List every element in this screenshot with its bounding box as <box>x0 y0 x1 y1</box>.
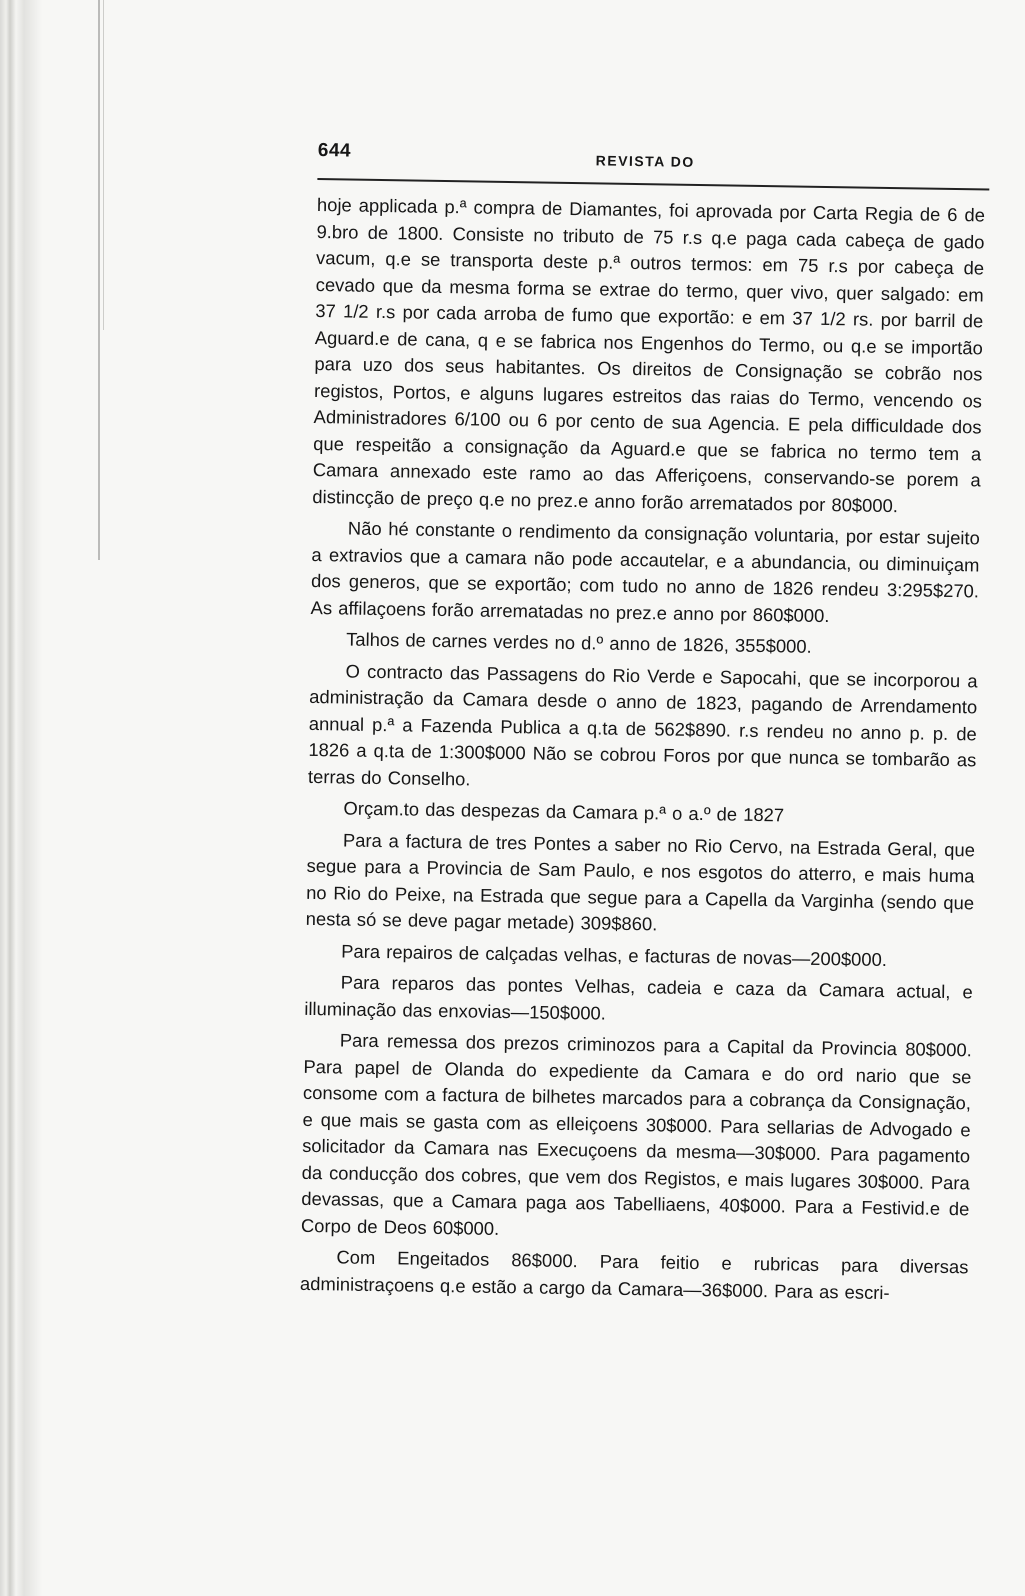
paragraph: Talhos de carnes verdes no d.º anno de 1826, 355$000. <box>346 628 812 657</box>
paragraph: Para repairos de calçadas velhas, e facturas de novas—200$000. <box>341 939 888 970</box>
running-head: REVISTA DO <box>595 152 695 170</box>
binding-edge-line <box>98 0 100 560</box>
paragraph: hoje applicada p.ª compra de Diamantes, foi aprovada por Carta Regia de 6 de 9.bro de 1800. Consiste no tributo de 75 r.s q.e paga cada cabeça de gado vacum, q.e se transporta deste p.ª outros termos: em 75 r.s por cabeça de cevado que da mesma forma se extrae do termo, quer vivo, quer salgado: em 37 1/2 r.s por cada arroba de fumo que exportão: e em 37 1/2 rs. por barril de Aguard.e de cana, q e se fabrica nos Engenhos do Termo, ou q.e se importão para uzo dos seus habitantes. Os direitos de Consignação se cobrão nos registos, Portos, e alguns lugares estreitos das raias do Termo, vencendo os Administradores 6/100 ou 6 por cento de sua Agencia. E pela difficuldade dos que respeitão a consignação da Aguard.e que se fabrica no termo tem a Camara annexado este ramo ao das Afferiçoens, conservando-se porem a distincção de preço q.e no prez.e anno forão arrematados por 80$000. <box>312 193 986 516</box>
paragraph: O contracto das Passagens do Rio Verde e Sapocahi, que se incorporou a administração da Camara desde o anno de 1823, pagando de Arrendamento annual p.ª a Fazenda Publica a q.ta de 562$890. r.s rendeu no anno p. p. de 1826 a q.ta de 1:300$000 Não se cobrou Foros por que nunca se tombarão as terras do Conselho. <box>307 660 978 789</box>
book-binding-shadow <box>0 0 42 1596</box>
page-body <box>300 192 985 1307</box>
paragraph: Para remessa dos prezos criminozos para a Capital da Provincia 80$000. Para papel de Olanda do expediente da Camara e do ord nario que se consome com a factura de bilhetes marcados para a cobrança da Consignação, e que mais se gasta com as elleiçoens 30$000. Para sellarias de Advogado e solicitador da Camara nas Execuçoens da mesma—30$000. Para pagamento da conducção dos cobres, que vem dos Registos, e mais lugares 30$000. Para devassas, que a Camara paga aos Tabelliaens, 40$000. Para a Festivid.e de Corpo de Deos 60$000. <box>300 1029 972 1239</box>
page-header <box>317 140 990 191</box>
paragraph: Com Engeitados 86$000. Para feitio e rubricas para diversas administraçoens q.e estão a cargo da Camara—36$000. Para as escri- <box>299 1246 969 1303</box>
paragraph: Não hé constante o rendimento da consignação voluntaria, por estar sujeito a extravios que a camara não pode accautelar, e a abundancia, ou diminuiçam dos generos, que se exportão; com tudo no anno de 1826 rendeu 3:295$270. As affilaçoens forão arrematadas no prez.e anno por 860$000. <box>310 517 980 626</box>
paragraph: Para reparos das pontes Velhas, cadeia e caza da Camara actual, e illuminação das enxovias—150$000. <box>304 971 973 1024</box>
paragraph: Orçam.to das despezas da Camara p.ª o a.º de 1827 <box>343 797 785 826</box>
book-page <box>300 140 986 1312</box>
page-number: 644 <box>317 140 352 162</box>
paragraph: Para a factura de tres Pontes a saber no Rio Cervo, na Estrada Geral, que segue para a Provincia de Sam Paulo, e nos esgotos do atterro, e mais huma no Rio do Peixe, na Estrada que segue para a Capella da Varginha (sendo que nesta só se deve pagar metade) 309$860. <box>305 828 976 935</box>
binding-edge-line <box>103 0 104 330</box>
